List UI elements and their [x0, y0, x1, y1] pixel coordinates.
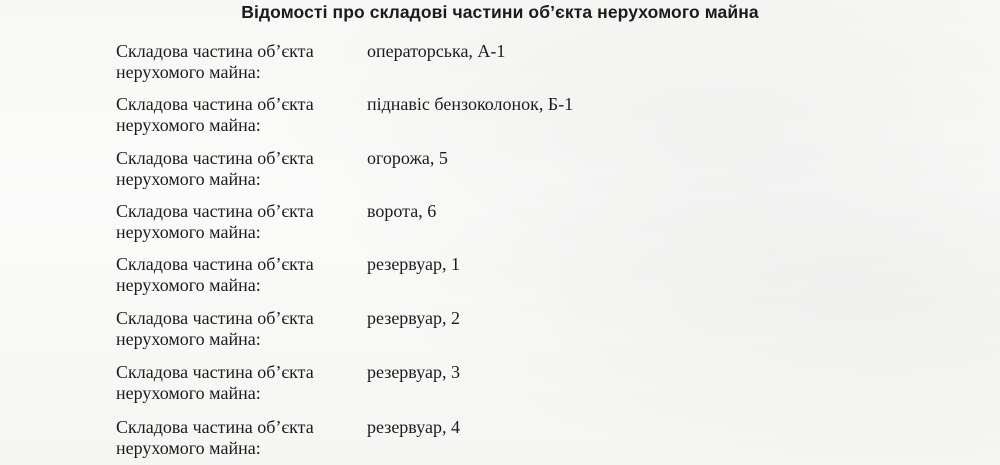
component-row [0, 201, 1000, 247]
component-row [0, 94, 1000, 140]
component-value: резервуар, 4 [367, 417, 460, 437]
component-value: операторська, А-1 [367, 41, 506, 61]
document-title: Відомості про складові частини об’єкта нерухомого майна [241, 2, 759, 22]
component-value: резервуар, 3 [367, 362, 460, 382]
component-label: Складова частина об’єкта нерухомого майна: [116, 417, 314, 458]
component-value: ворота, 6 [367, 201, 437, 221]
component-value: резервуар, 2 [367, 308, 460, 328]
component-row [0, 254, 1000, 300]
component-value: піднавіс бензоколонок, Б-1 [367, 94, 574, 114]
component-value: резервуар, 1 [367, 254, 460, 274]
component-label: Складова частина об’єкта нерухомого майна: [116, 254, 314, 295]
component-row [0, 417, 1000, 463]
component-value: огорожа, 5 [367, 148, 448, 168]
component-label: Складова частина об’єкта нерухомого майна: [116, 148, 314, 189]
component-label: Складова частина об’єкта нерухомого майна: [116, 41, 314, 82]
component-row [0, 308, 1000, 354]
component-row [0, 148, 1000, 194]
component-label: Складова частина об’єкта нерухомого майна: [116, 94, 314, 135]
component-label: Складова частина об’єкта нерухомого майна: [116, 201, 314, 242]
component-label: Складова частина об’єкта нерухомого майна: [116, 362, 314, 403]
component-row [0, 41, 1000, 87]
component-row [0, 362, 1000, 408]
component-label: Складова частина об’єкта нерухомого майна: [116, 308, 314, 349]
